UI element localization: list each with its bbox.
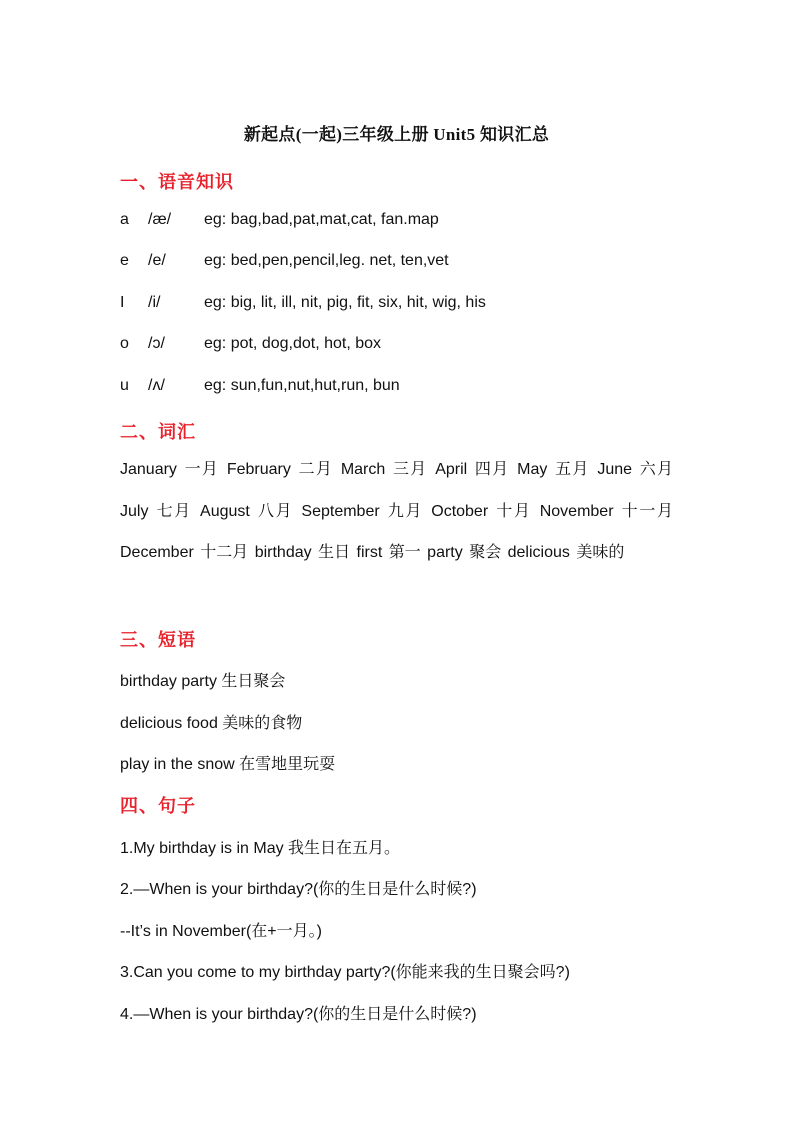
document-title: 新起点(一起)三年级上册 Unit5 知识汇总 bbox=[243, 125, 550, 144]
phonics-examples: eg: bag,bad,pat,mat,cat, fan.map bbox=[204, 211, 439, 228]
phonics-examples: eg: bed,pen,pencil,leg. net, ten,vet bbox=[204, 252, 449, 269]
sentence-item: --It’s in November(在+一月。) bbox=[120, 923, 322, 940]
phonics-symbol: /ɔ/ bbox=[148, 335, 165, 352]
phonics-letter: I bbox=[120, 294, 125, 311]
section-heading-vocabulary: 二、词汇 bbox=[120, 422, 196, 442]
section-heading-phonics: 一、语音知识 bbox=[120, 172, 234, 192]
phonics-symbol: /e/ bbox=[148, 252, 166, 269]
sentence-item: 4.—When is your birthday?(你的生日是什么时候?) bbox=[120, 1006, 477, 1023]
phonics-symbol: /ʌ/ bbox=[148, 377, 165, 394]
phonics-row bbox=[120, 252, 680, 274]
sentence-item: 2.—When is your birthday?(你的生日是什么时候?) bbox=[120, 881, 477, 898]
phonics-row bbox=[120, 377, 680, 399]
phonics-examples: eg: big, lit, ill, nit, pig, fit, six, hit, wig, his bbox=[204, 294, 486, 311]
phrase-item: birthday party 生日聚会 bbox=[120, 673, 286, 690]
phonics-letter: u bbox=[120, 377, 129, 394]
phonics-symbol: /i/ bbox=[148, 294, 161, 311]
phrase-item: play in the snow 在雪地里玩耍 bbox=[120, 756, 336, 773]
phonics-row bbox=[120, 211, 680, 233]
phonics-examples: eg: sun,fun,nut,hut,run, bun bbox=[204, 377, 400, 394]
phonics-letter: o bbox=[120, 335, 129, 352]
phonics-row bbox=[120, 294, 680, 316]
phonics-row bbox=[120, 335, 680, 357]
phonics-letter: a bbox=[120, 211, 129, 228]
phonics-symbol: /æ/ bbox=[148, 211, 172, 228]
phonics-examples: eg: pot, dog,dot, hot, box bbox=[204, 335, 382, 352]
sentence-item: 1.My birthday is in May 我生日在五月。 bbox=[120, 840, 401, 857]
section-heading-sentences: 四、句子 bbox=[120, 796, 196, 816]
section-heading-phrases: 三、短语 bbox=[120, 630, 196, 650]
sentence-item: 3.Can you come to my birthday party?(你能来我的生日聚会吗?) bbox=[120, 964, 570, 981]
phrase-item: delicious food 美味的食物 bbox=[120, 715, 303, 732]
vocabulary-paragraph: January 一月 February 二月 March 三月 April 四月 May 五月 June 六月 July 七月 August 八月 September 九月 October 十月 November 十一月 December 十二月 birthday 生日 first 第一 party 聚会 delicious 美味的 bbox=[120, 461, 673, 561]
phonics-letter: e bbox=[120, 252, 129, 269]
